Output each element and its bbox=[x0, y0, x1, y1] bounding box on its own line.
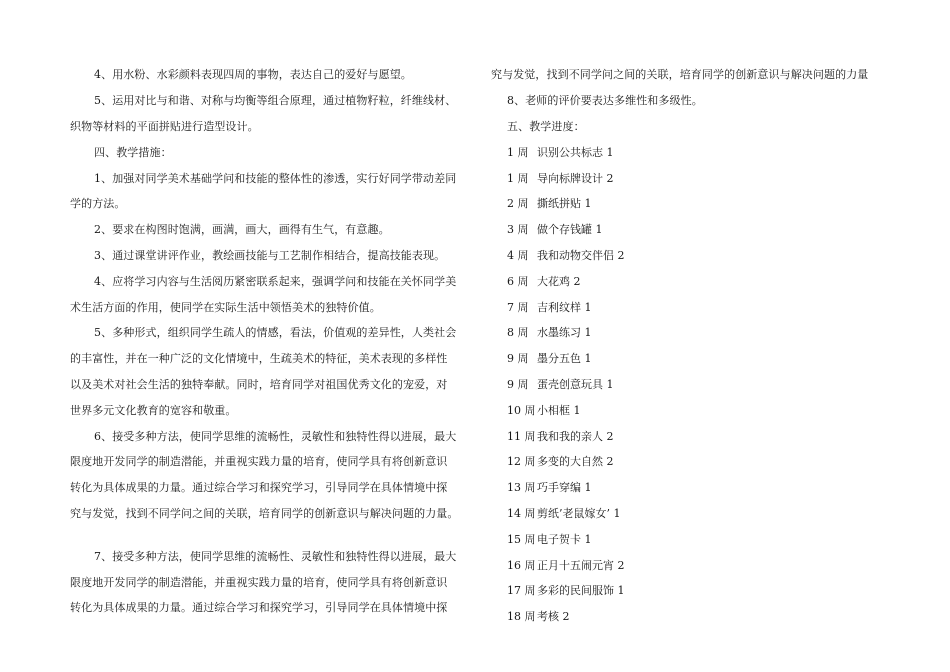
paragraph-line: 世界多元文化教育的宽容和敬重。 bbox=[70, 404, 237, 417]
paragraph-line: 5、运用对比与和谐、对称与均衡等组合原理，通过植物籽粒，纤维线材、 bbox=[94, 94, 457, 107]
schedule-lesson: 吉利纹样 1 bbox=[537, 301, 592, 314]
paragraph-line: 织物等材料的平面拼贴进行造型设计。 bbox=[70, 120, 259, 133]
paragraph-line: 究与发觉，找到不同学问之间的关联，培育同学的创新意识与解决问题的力量 bbox=[491, 68, 869, 81]
list-item bbox=[507, 249, 625, 263]
list-item bbox=[507, 172, 614, 186]
list-item bbox=[507, 584, 625, 598]
paragraph-line: 限度地开发同学的制造潜能，并重视实践力量的培育，使同学具有将创新意识 bbox=[70, 576, 448, 589]
list-item bbox=[507, 197, 592, 211]
list-item bbox=[507, 455, 614, 469]
paragraph-line: 1、加强对同学美术基础学问和技能的整体性的渗透，实行好同学带动差同 bbox=[94, 172, 457, 185]
section-heading: 四、教学措施： bbox=[94, 146, 172, 159]
schedule-lesson: 多变的大自然 2 bbox=[537, 455, 614, 468]
paragraph-line: 转化为具体成果的力量。通过综合学习和探究学习，引导同学在具体情境中探 bbox=[70, 481, 448, 494]
paragraph-line: 术生活方面的作用，使同学在实际生活中领悟美术的独特价值。 bbox=[70, 301, 381, 314]
schedule-lesson: 水墨练习 1 bbox=[537, 326, 592, 339]
paragraph-line: 4、应将学习内容与生活阅历紧密联系起来，强调学问和技能在关怀同学美 bbox=[94, 275, 457, 288]
list-item bbox=[507, 378, 614, 392]
paragraph-line: 究与发觉，找到不同学问之间的关联，培育同学的创新意识与解决问题的力量。 bbox=[70, 507, 459, 520]
schedule-week: 6 周 bbox=[507, 275, 529, 288]
schedule-lesson: 多彩的民间服饰 1 bbox=[537, 584, 625, 597]
schedule-week: 9 周 bbox=[507, 352, 529, 365]
schedule-lesson: 我和我的亲人 2 bbox=[537, 430, 614, 443]
schedule-week: 1 周 bbox=[507, 146, 529, 159]
schedule-week: 12 周 bbox=[507, 455, 536, 468]
paragraph-line: 4、用水粉、水彩颜料表现四周的事物，表达自己的爱好与愿望。 bbox=[94, 68, 412, 81]
schedule-week: 7 周 bbox=[507, 301, 529, 314]
paragraph-line: 3、通过课堂讲评作业，教绘画技能与工艺制作相结合，提高技能表现。 bbox=[94, 249, 446, 262]
schedule-week: 2 周 bbox=[507, 197, 529, 210]
schedule-week: 16 周 bbox=[507, 559, 536, 572]
schedule-lesson: 大花鸡 2 bbox=[537, 275, 581, 288]
schedule-lesson: 巧手穿编 1 bbox=[537, 481, 592, 494]
list-item bbox=[507, 326, 592, 340]
schedule-week: 15 周 bbox=[507, 533, 536, 546]
schedule-lesson: 识别公共标志 1 bbox=[537, 146, 614, 159]
list-item bbox=[507, 146, 614, 160]
schedule-lesson: 撕纸拼贴 1 bbox=[537, 197, 592, 210]
schedule-lesson: 导向标牌设计 2 bbox=[537, 172, 614, 185]
paragraph-line: 6、接受多种方法，使同学思维的流畅性，灵敏性和独特性得以进展，最大 bbox=[94, 430, 457, 443]
schedule-lesson: 蛋壳创意玩具 1 bbox=[537, 378, 614, 391]
section-heading: 五、教学进度： bbox=[507, 120, 585, 133]
paragraph-line: 8、老师的评价要表达多维性和多级性。 bbox=[507, 94, 703, 107]
list-item bbox=[507, 507, 621, 521]
schedule-lesson: 做个存钱罐 1 bbox=[537, 223, 603, 236]
schedule-week: 17 周 bbox=[507, 584, 536, 597]
paragraph-line: 5、多种形式，组织同学生疏人的情感，看法，价值观的差异性，人类社会 bbox=[94, 326, 457, 339]
schedule-week: 13 周 bbox=[507, 481, 536, 494]
list-item bbox=[507, 430, 614, 444]
schedule-week: 8 周 bbox=[507, 326, 529, 339]
schedule-week: 3 周 bbox=[507, 223, 529, 236]
paragraph-line: 7、接受多种方法，使同学思维的流畅性、灵敏性和独特性得以进展，最大 bbox=[94, 550, 457, 563]
list-item bbox=[507, 352, 592, 366]
schedule-week: 4 周 bbox=[507, 249, 529, 262]
paragraph-line: 的丰富性，并在一种广泛的文化情境中，生疏美术的特征，美术表现的多样性 bbox=[70, 352, 448, 365]
schedule-lesson: 墨分五色 1 bbox=[537, 352, 592, 365]
list-item bbox=[507, 481, 592, 495]
schedule-lesson: 小相框 1 bbox=[537, 404, 581, 417]
schedule-lesson: 我和动物交伴侣 2 bbox=[537, 249, 625, 262]
schedule-lesson: 电子贺卡 1 bbox=[537, 533, 592, 546]
schedule-week: 10 周 bbox=[507, 404, 536, 417]
list-item bbox=[507, 223, 603, 237]
schedule-week: 18 周 bbox=[507, 610, 536, 623]
list-item bbox=[507, 275, 581, 289]
list-item bbox=[507, 533, 592, 547]
schedule-week: 14 周 bbox=[507, 507, 536, 520]
paragraph-line: 转化为具体成果的力量。通过综合学习和探究学习，引导同学在具体情境中探 bbox=[70, 601, 448, 614]
schedule-week: 1 周 bbox=[507, 172, 529, 185]
schedule-week: 9 周 bbox=[507, 378, 529, 391]
list-item bbox=[507, 301, 592, 315]
paragraph-line: 以及美术对社会生活的独特奉献。同时，培育同学对祖国优秀文化的宠爱，对 bbox=[70, 378, 448, 391]
schedule-lesson: 剪纸’老鼠嫁女’ 1 bbox=[537, 507, 621, 520]
paragraph-line: 2、要求在构图时饱满，画满，画大，画得有生气，有意趣。 bbox=[94, 223, 390, 236]
list-item bbox=[507, 610, 570, 624]
paragraph-line: 限度地开发同学的制造潜能，并重视实践力量的培育，使同学具有将创新意识 bbox=[70, 455, 448, 468]
schedule-week: 11 周 bbox=[507, 430, 536, 443]
list-item bbox=[507, 404, 581, 418]
schedule-lesson: 正月十五闹元宵 2 bbox=[537, 559, 625, 572]
schedule-lesson: 考核 2 bbox=[537, 610, 570, 623]
list-item bbox=[507, 559, 625, 573]
paragraph-line: 学的方法。 bbox=[70, 197, 126, 210]
